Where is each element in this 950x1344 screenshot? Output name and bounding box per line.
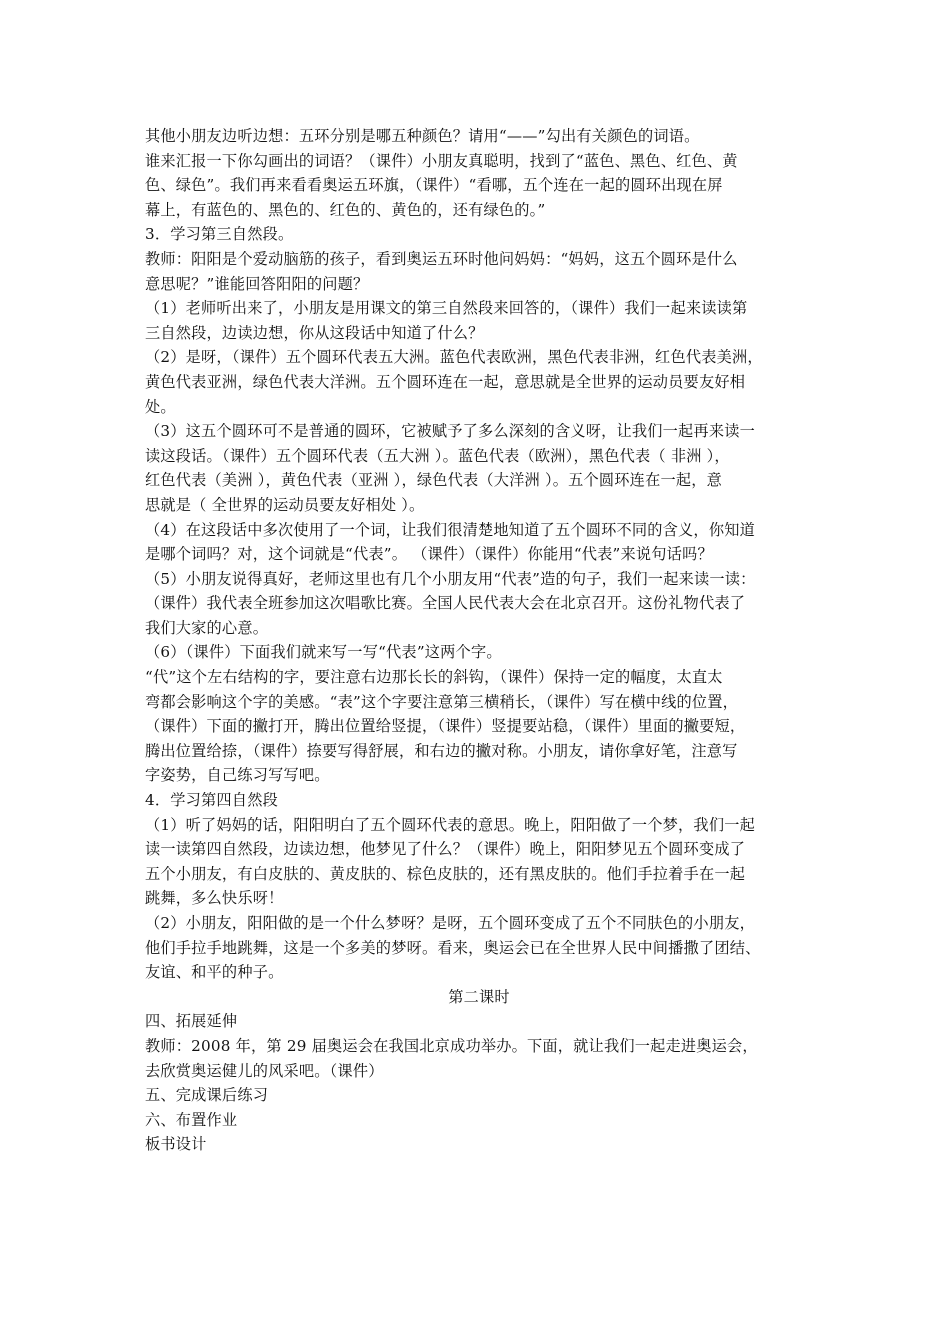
text-line: 红色代表（美洲 ），黄色代表（亚洲 ），绿色代表（大洋洲 ）。五个圆环连在一起，意: [145, 471, 723, 490]
text-line: （课件）我代表全班参加这次唱歌比赛。全国人民代表大会在北京召开。这份礼物代表了: [145, 594, 746, 613]
section-heading: 六、布置作业: [145, 1110, 238, 1129]
text-line: （1）听了妈妈的话，阳阳明白了五个圆环代表的意思。晚上，阳阳做了一个梦，我们一起: [145, 815, 755, 834]
text-line: 黄色代表亚洲，绿色代表大洋洲。五个圆环连在一起，意思就是全世界的运动员要友好相: [145, 372, 746, 391]
section-heading: 五、完成课后练习: [145, 1086, 269, 1105]
text-line: 教师：2008 年，第 29 届奥运会在我国北京成功举办。下面，就让我们一起走进奥运会，: [145, 1036, 758, 1055]
text-line: 思就是（ 全世界的运动员要友好相处 ）。: [145, 495, 425, 514]
text-line: 是哪个词吗？对，这个词就是“代表”。 （课件）（课件）你能用“代表”来说句话吗？: [145, 545, 713, 564]
text-line: （3）这五个圆环可不是普通的圆环，它被赋予了多么深刻的含义呀，让我们一起再来读一: [145, 422, 755, 441]
lesson-title: 第二课时: [448, 987, 510, 1006]
text-line: 色、绿色”。我们再来看看奥运五环旗，（课件）“看哪，五个连在一起的圆环出现在屏: [145, 176, 723, 195]
text-line: 跳舞，多么快乐呀！: [145, 889, 284, 908]
text-line: 幕上，有蓝色的、黑色的、红色的、黄色的，还有绿色的。”: [145, 200, 546, 219]
section-heading: 4．学习第四自然段: [145, 791, 278, 810]
text-line: 意思呢？”谁能回答阳阳的问题？: [145, 274, 369, 293]
text-line: 字姿势，自己练习写写吧。: [145, 766, 330, 785]
text-line: 他们手拉手地跳舞，这是一个多美的梦呀。看来，奥运会已在全世界人民中间播撒了团结、: [145, 938, 761, 957]
section-heading: 3．学习第三自然段。: [145, 225, 294, 244]
text-line: 谁来汇报一下你勾画出的词语？（课件）小朋友真聪明，找到了“蓝色、黑色、红色、黄: [145, 151, 738, 170]
text-line: 教师：阳阳是个爱动脑筋的孩子，看到奥运五环时他问妈妈：“妈妈，这五个圆环是什么: [145, 249, 738, 268]
text-line: （6）（课件）下面我们就来写一写“代表”这两个字。: [145, 643, 502, 662]
text-line: （2）是呀，（课件）五个圆环代表五大洲。蓝色代表欧洲，黑色代表非洲，红色代表美洲，: [145, 348, 763, 367]
text-line: （5）小朋友说得真好，老师这里也有几个小朋友用“代表”造的句子，我们一起来读一读：: [145, 569, 756, 588]
text-line: 其他小朋友边听边想：五环分别是哪五种颜色？请用“——”勾出有关颜色的词语。: [145, 127, 700, 145]
text-line: 处。: [145, 397, 176, 416]
text-line: （课件）下面的撇打开，腾出位置给竖提，（课件）竖提要站稳，（课件）里面的撇要短，: [145, 717, 746, 736]
text-line: （1）老师听出来了，小朋友是用课文的第三自然段来回答的，（课件）我们一起来读读第: [145, 299, 748, 318]
text-line: “代”这个左右结构的字，要注意右边那长长的斜钩，（课件）保持一定的幅度，太直太: [145, 668, 723, 687]
text-line: 弯都会影响这个字的美感。“表”这个字要注意第三横稍长，（课件）写在横中线的位置，: [145, 692, 739, 711]
text-line: 友谊、和平的种子。: [145, 963, 284, 982]
text-line: 去欣赏奥运健儿的风采吧。（课件）: [145, 1061, 384, 1080]
text-line: 三自然段，边读边想，你从这段话中知道了什么？: [145, 323, 484, 342]
text-line: 五个小朋友，有白皮肤的、黄皮肤的、棕色皮肤的，还有黑皮肤的。他们手拉着手在一起: [145, 864, 746, 883]
section-heading: 四、拓展延伸: [145, 1012, 238, 1031]
text-line: （2）小朋友，阳阳做的是一个什么梦呀？是呀，五个圆环变成了五个不同肤色的小朋友，: [145, 914, 755, 932]
document-body: [145, 124, 813, 1157]
text-line: 我们大家的心意。: [145, 618, 269, 637]
text-line: 读这段话。（课件）五个圆环代表（五大洲 ）。蓝色代表（欧洲），黑色代表（ 非洲 ），: [145, 446, 730, 465]
text-line: 腾出位置给捺，（课件）捺要写得舒展，和右边的撇对称。小朋友，请你拿好笔，注意写: [145, 741, 738, 760]
text-line: （4）在这段话中多次使用了一个词，让我们很清楚地知道了五个圆环不同的含义，你知道: [145, 520, 755, 539]
section-heading: 板书设计: [145, 1135, 207, 1154]
text-line: 读一读第四自然段，边读边想，他梦见了什么？（课件）晚上，阳阳梦见五个圆环变成了: [145, 840, 746, 859]
